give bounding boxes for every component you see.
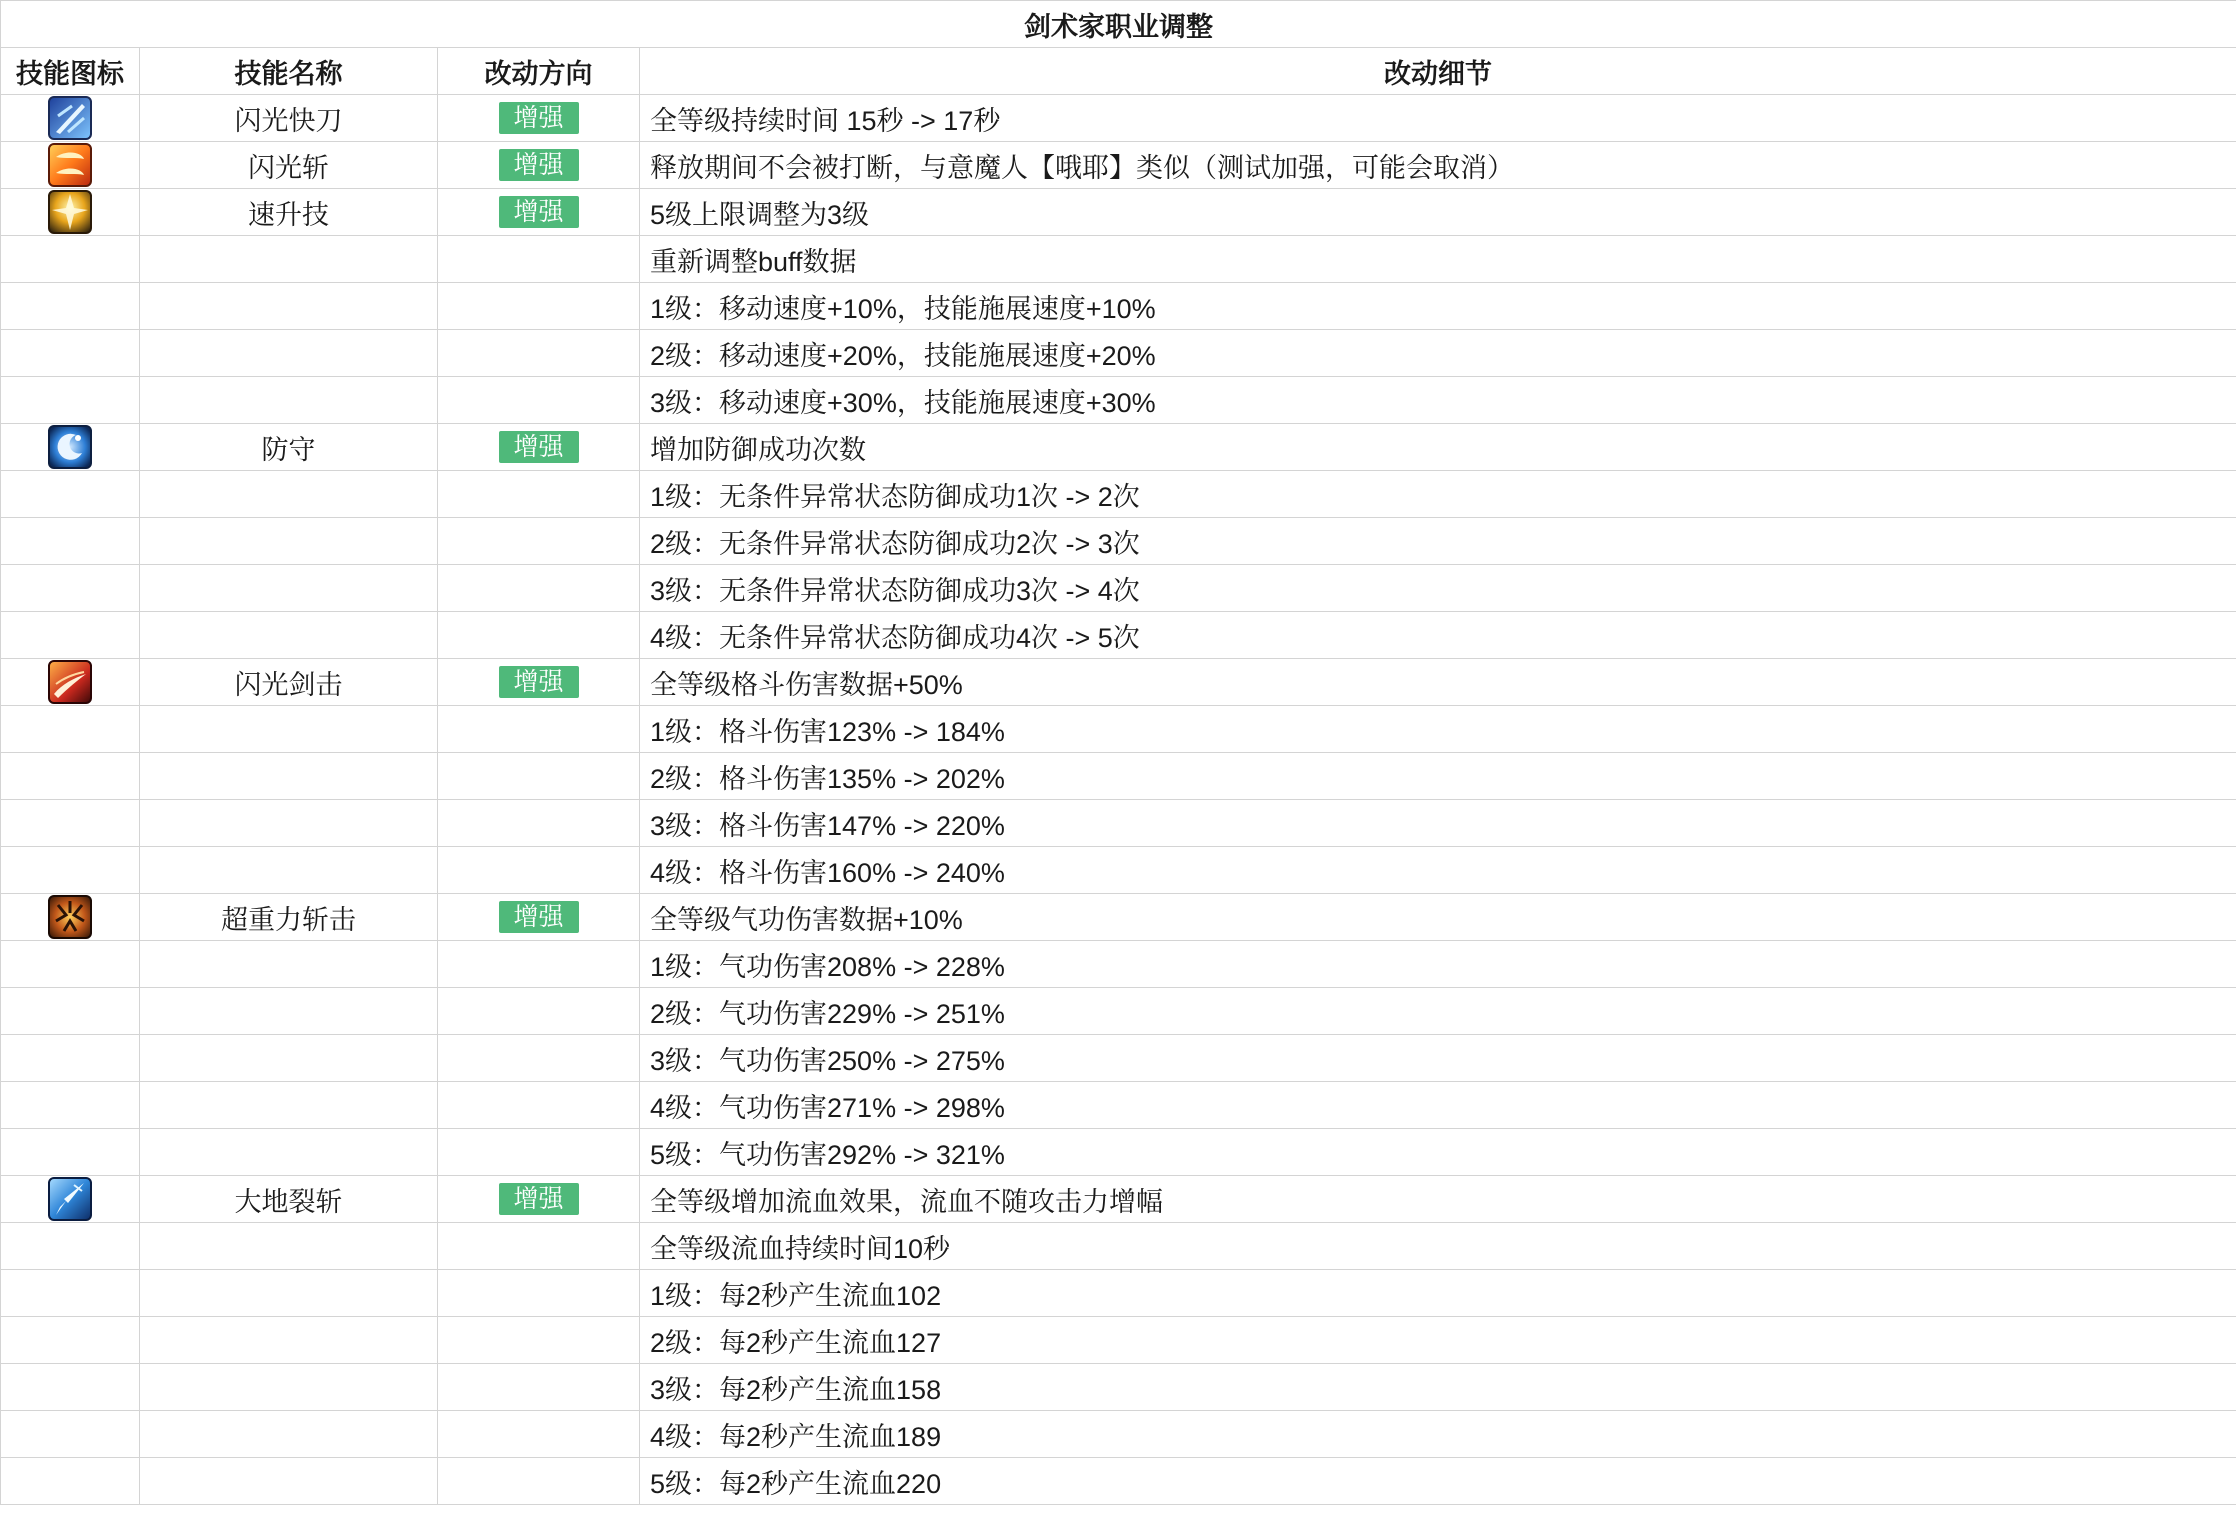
change-direction-cell xyxy=(438,988,640,1035)
change-detail: 全等级格斗伤害数据+50% xyxy=(640,659,2236,706)
table-row xyxy=(1,1270,2236,1317)
skill-icon-cell xyxy=(1,1223,140,1270)
skill-name xyxy=(140,330,438,377)
flash-slash-skill-icon xyxy=(48,143,92,187)
change-direction-badge: 增强 xyxy=(499,431,579,463)
table-row xyxy=(1,142,2236,189)
change-detail: 2级：无条件异常状态防御成功2次 -> 3次 xyxy=(640,518,2236,565)
change-direction-cell xyxy=(438,142,640,189)
skill-name xyxy=(140,800,438,847)
change-direction-cell xyxy=(438,1223,640,1270)
change-direction-cell xyxy=(438,424,640,471)
change-direction-badge: 增强 xyxy=(499,1183,579,1215)
header-row xyxy=(1,48,2236,95)
skill-icon-cell xyxy=(1,142,140,189)
change-detail: 2级：每2秒产生流血127 xyxy=(640,1317,2236,1364)
table-row xyxy=(1,612,2236,659)
table-row xyxy=(1,941,2236,988)
change-detail: 重新调整buff数据 xyxy=(640,236,2236,283)
change-direction-cell xyxy=(438,189,640,236)
change-detail: 1级：无条件异常状态防御成功1次 -> 2次 xyxy=(640,471,2236,518)
table-row xyxy=(1,471,2236,518)
change-direction-cell xyxy=(438,706,640,753)
skill-icon-cell xyxy=(1,471,140,518)
skill-name xyxy=(140,565,438,612)
skill-name: 闪光剑击 xyxy=(140,659,438,706)
defense-skill-icon xyxy=(48,425,92,469)
change-direction-badge: 增强 xyxy=(499,666,579,698)
skill-name xyxy=(140,1129,438,1176)
change-direction-cell xyxy=(438,800,640,847)
change-detail: 3级：移动速度+30%，技能施展速度+30% xyxy=(640,377,2236,424)
table-row xyxy=(1,1411,2236,1458)
skill-icon-cell xyxy=(1,800,140,847)
skill-name xyxy=(140,1458,438,1505)
change-detail: 5级：气功伤害292% -> 321% xyxy=(640,1129,2236,1176)
table-row xyxy=(1,1035,2236,1082)
skill-name: 超重力斩击 xyxy=(140,894,438,941)
skill-icon-cell xyxy=(1,424,140,471)
skill-icon-cell xyxy=(1,283,140,330)
change-direction-cell xyxy=(438,1458,640,1505)
skill-name: 闪光斩 xyxy=(140,142,438,189)
skill-name: 速升技 xyxy=(140,189,438,236)
skill-icon-cell xyxy=(1,988,140,1035)
table-row xyxy=(1,1082,2236,1129)
change-direction-badge: 增强 xyxy=(499,102,579,134)
title-row xyxy=(1,1,2236,48)
skill-name xyxy=(140,471,438,518)
skill-icon-cell xyxy=(1,236,140,283)
header-detail: 改动细节 xyxy=(640,48,2236,95)
change-direction-cell xyxy=(438,894,640,941)
skill-icon-cell xyxy=(1,565,140,612)
change-direction-cell xyxy=(438,330,640,377)
change-detail: 2级：格斗伤害135% -> 202% xyxy=(640,753,2236,800)
change-detail: 3级：气功伤害250% -> 275% xyxy=(640,1035,2236,1082)
change-direction-cell xyxy=(438,283,640,330)
change-detail: 5级：每2秒产生流血220 xyxy=(640,1458,2236,1505)
skill-icon-cell xyxy=(1,1364,140,1411)
skill-name xyxy=(140,1317,438,1364)
change-detail: 增加防御成功次数 xyxy=(640,424,2236,471)
table-row xyxy=(1,236,2236,283)
change-detail: 全等级增加流血效果，流血不随攻击力增幅 xyxy=(640,1176,2236,1223)
change-detail: 释放期间不会被打断，与意魔人【哦耶】类似（测试加强，可能会取消） xyxy=(640,142,2236,189)
skill-name xyxy=(140,988,438,1035)
skill-name xyxy=(140,283,438,330)
skill-name xyxy=(140,941,438,988)
change-direction-cell xyxy=(438,518,640,565)
change-direction-cell xyxy=(438,1129,640,1176)
change-direction-cell xyxy=(438,753,640,800)
table-title: 剑术家职业调整 xyxy=(1,1,2236,48)
skill-name xyxy=(140,1364,438,1411)
table-row xyxy=(1,330,2236,377)
skill-name xyxy=(140,753,438,800)
change-detail: 全等级持续时间 15秒 -> 17秒 xyxy=(640,95,2236,142)
change-direction-cell xyxy=(438,565,640,612)
change-direction-badge: 增强 xyxy=(499,196,579,228)
change-direction-cell xyxy=(438,1270,640,1317)
skill-name xyxy=(140,1082,438,1129)
change-detail: 全等级流血持续时间10秒 xyxy=(640,1223,2236,1270)
skill-icon-cell xyxy=(1,1411,140,1458)
skill-icon-cell xyxy=(1,612,140,659)
change-direction-cell xyxy=(438,1317,640,1364)
change-detail: 1级：每2秒产生流血102 xyxy=(640,1270,2236,1317)
table-row xyxy=(1,847,2236,894)
change-direction-cell xyxy=(438,1364,640,1411)
skill-name xyxy=(140,377,438,424)
skill-name: 闪光快刀 xyxy=(140,95,438,142)
table-row xyxy=(1,1458,2236,1505)
header-direction: 改动方向 xyxy=(438,48,640,95)
table-row xyxy=(1,1223,2236,1270)
change-detail: 2级：气功伤害229% -> 251% xyxy=(640,988,2236,1035)
skill-icon-cell xyxy=(1,941,140,988)
skill-icon-cell xyxy=(1,1035,140,1082)
change-direction-cell xyxy=(438,1411,640,1458)
table-row xyxy=(1,565,2236,612)
skill-icon-cell xyxy=(1,659,140,706)
table-row xyxy=(1,424,2236,471)
super-gravity-slash-skill-icon xyxy=(48,895,92,939)
skill-icon-cell xyxy=(1,894,140,941)
skill-icon-cell xyxy=(1,1176,140,1223)
change-direction-badge: 增强 xyxy=(499,149,579,181)
skill-icon-cell xyxy=(1,1458,140,1505)
change-detail: 3级：格斗伤害147% -> 220% xyxy=(640,800,2236,847)
change-direction-cell xyxy=(438,612,640,659)
change-direction-cell xyxy=(438,847,640,894)
table-row xyxy=(1,753,2236,800)
change-detail: 5级上限调整为3级 xyxy=(640,189,2236,236)
table-row xyxy=(1,95,2236,142)
table-row xyxy=(1,894,2236,941)
table-row xyxy=(1,659,2236,706)
change-detail: 1级：移动速度+10%，技能施展速度+10% xyxy=(640,283,2236,330)
skill-name xyxy=(140,847,438,894)
skill-name xyxy=(140,1223,438,1270)
change-direction-cell xyxy=(438,95,640,142)
table-row xyxy=(1,1129,2236,1176)
change-detail: 2级：移动速度+20%，技能施展速度+20% xyxy=(640,330,2236,377)
change-detail: 3级：每2秒产生流血158 xyxy=(640,1364,2236,1411)
change-direction-cell xyxy=(438,1035,640,1082)
change-detail: 4级：无条件异常状态防御成功4次 -> 5次 xyxy=(640,612,2236,659)
table-row xyxy=(1,1364,2236,1411)
skill-icon-cell xyxy=(1,189,140,236)
skill-icon-cell xyxy=(1,518,140,565)
table-row xyxy=(1,1317,2236,1364)
table-row xyxy=(1,800,2236,847)
change-detail: 4级：每2秒产生流血189 xyxy=(640,1411,2236,1458)
table-row xyxy=(1,1176,2236,1223)
table-body xyxy=(1,95,2236,1505)
table-row xyxy=(1,377,2236,424)
change-detail: 1级：气功伤害208% -> 228% xyxy=(640,941,2236,988)
skill-name: 防守 xyxy=(140,424,438,471)
skill-icon-cell xyxy=(1,377,140,424)
skill-name xyxy=(140,1270,438,1317)
change-direction-cell xyxy=(438,941,640,988)
change-direction-cell xyxy=(438,377,640,424)
change-detail: 3级：无条件异常状态防御成功3次 -> 4次 xyxy=(640,565,2236,612)
skill-icon-cell xyxy=(1,330,140,377)
table-row xyxy=(1,189,2236,236)
change-direction-badge: 增强 xyxy=(499,901,579,933)
skill-name xyxy=(140,1035,438,1082)
change-direction-cell xyxy=(438,236,640,283)
change-direction-cell xyxy=(438,659,640,706)
change-detail: 全等级气功伤害数据+10% xyxy=(640,894,2236,941)
skill-name xyxy=(140,612,438,659)
earth-rift-slash-skill-icon xyxy=(48,1177,92,1221)
table-row xyxy=(1,988,2236,1035)
table-row xyxy=(1,706,2236,753)
change-direction-cell xyxy=(438,1082,640,1129)
skill-icon-cell xyxy=(1,753,140,800)
change-detail: 4级：气功伤害271% -> 298% xyxy=(640,1082,2236,1129)
change-direction-cell xyxy=(438,1176,640,1223)
skill-icon-cell xyxy=(1,95,140,142)
skill-name: 大地裂斩 xyxy=(140,1176,438,1223)
change-direction-cell xyxy=(438,471,640,518)
table-row xyxy=(1,283,2236,330)
flash-blade-skill-icon xyxy=(48,96,92,140)
skill-icon-cell xyxy=(1,1129,140,1176)
skill-name xyxy=(140,1411,438,1458)
skill-icon-cell xyxy=(1,706,140,753)
skill-icon-cell xyxy=(1,1082,140,1129)
header-name: 技能名称 xyxy=(140,48,438,95)
skill-icon-cell xyxy=(1,847,140,894)
flash-sword-strike-skill-icon xyxy=(48,660,92,704)
skill-name xyxy=(140,518,438,565)
change-detail: 4级：格斗伤害160% -> 240% xyxy=(640,847,2236,894)
skill-icon-cell xyxy=(1,1270,140,1317)
skill-name xyxy=(140,236,438,283)
header-icon: 技能图标 xyxy=(1,48,140,95)
skill-name xyxy=(140,706,438,753)
skill-icon-cell xyxy=(1,1317,140,1364)
table-row xyxy=(1,518,2236,565)
speed-up-skill-icon xyxy=(48,190,92,234)
change-detail: 1级：格斗伤害123% -> 184% xyxy=(640,706,2236,753)
